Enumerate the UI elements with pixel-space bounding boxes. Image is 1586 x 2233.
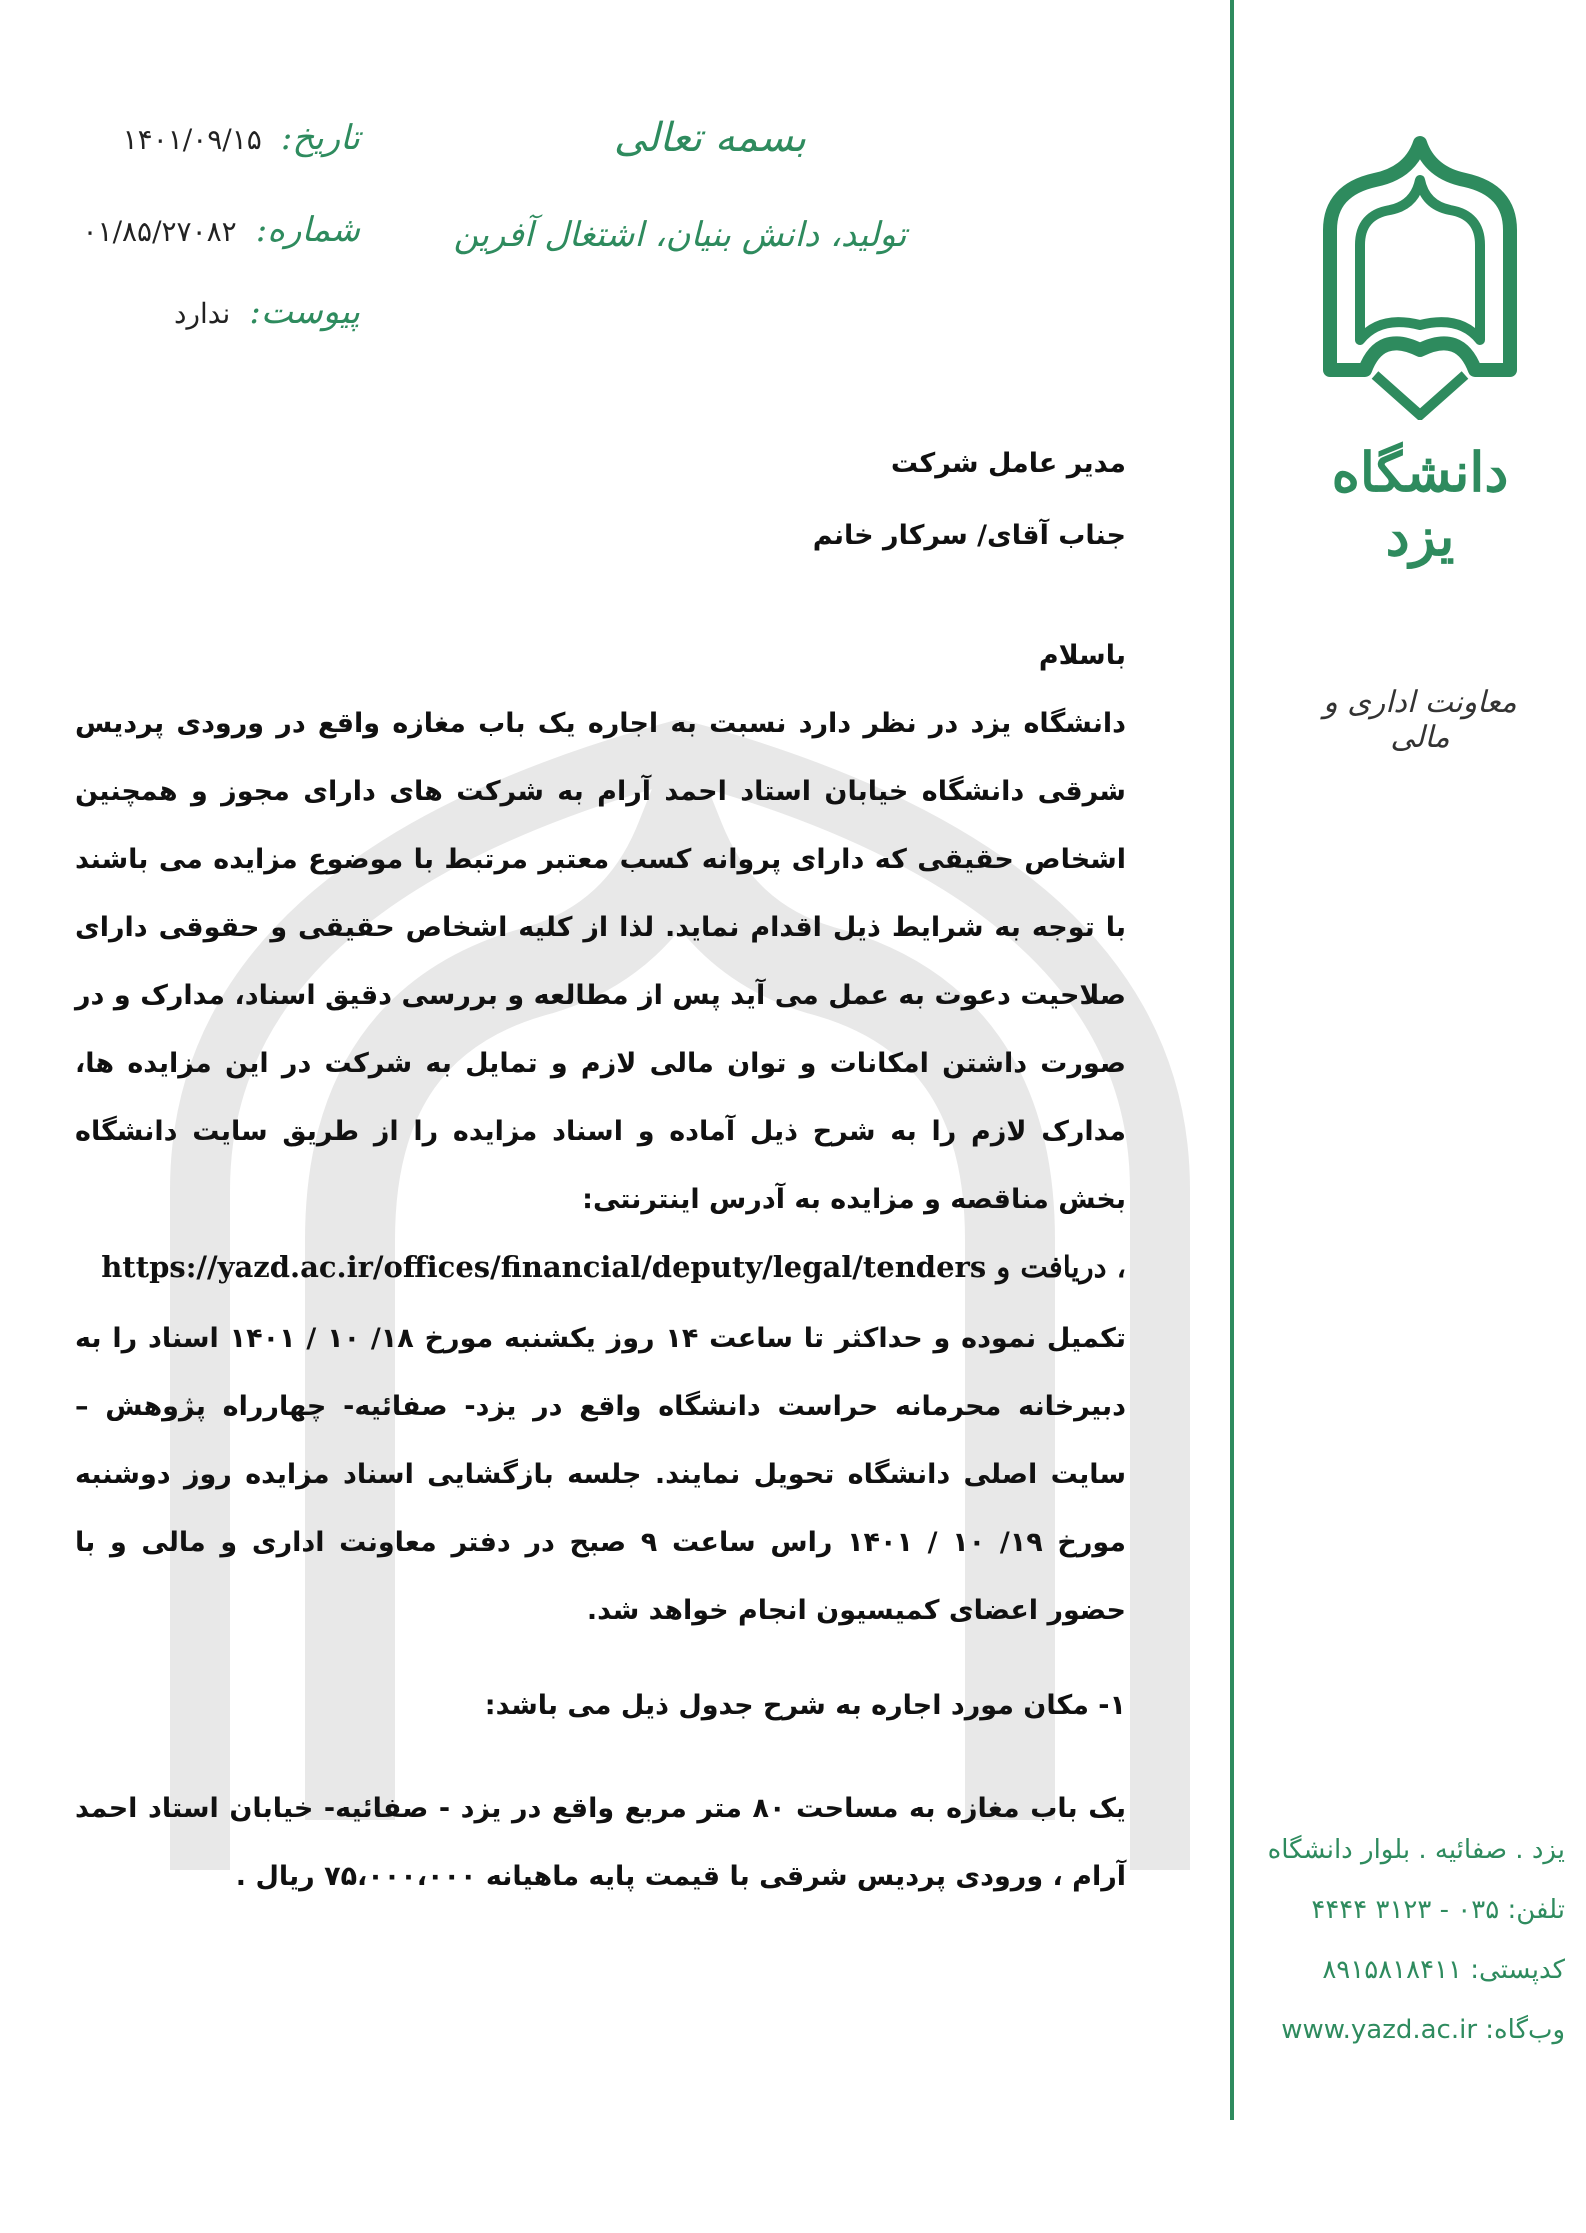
web-value[interactable]: www.yazd.ac.ir — [1281, 2015, 1478, 2045]
number-label: شماره: — [255, 210, 360, 250]
paragraph-1: دانشگاه یزد در نظر دارد نسبت به اجاره یک باب مغازه واقع در ورودی پردیس شرقی دانشگاه خیابان استاد احمد آرام به شرکت های دارای مجوز و همچنین اشخاص حقیقی که دارای پروانه کسب معتبر مرتبط با موضوع مزایده می باشند با توجه به شرایط ذیل اقدام نماید. لذا از کلیه اشخاص حقیقی و حقوقی دارای صلاحیت دعوت به عمل می آید پس از مطالعه و بررسی دقیق اسناد، مدارک و در صورت داشتن امکانات و توان مالی لازم و تمایل به شرکت در این مزایده ها، مدارک لازم را به شرح ذیل آماده و اسناد مزایده را از طریق سایت دانشگاه بخش مناقصه و مزایده به آدرس اینترنتی: — [75, 708, 1126, 1215]
contact-phone — [1245, 1895, 1565, 1925]
tenders-url[interactable]: https://yazd.ac.ir/offices/financial/deputy/legal/tenders — [101, 1250, 987, 1284]
number-row — [60, 210, 360, 250]
margin-rule — [1230, 0, 1234, 2120]
bismillah: بسمه تعالی — [613, 115, 807, 161]
attachment-value: ندارد — [174, 297, 231, 330]
date-row — [60, 118, 360, 158]
paragraph-2: تکمیل نموده و حداکثر تا ساعت ۱۴ روز یکشنبه مورخ ۱۸/ ۱۰ / ۱۴۰۱ اسناد را به دبیرخانه محرمانه حراست دانشگاه واقع در یزد- صفائیه- چهارراه پژوهش –سایت اصلی دانشگاه تحویل نمایند. جلسه بازگشایی اسناد مزایده روز دوشنبه مورخ ۱۹/ ۱۰ / ۱۴۰۱ راس ساعت ۹ صبح در دفتر معاونت اداری و مالی و با حضور اعضای کمیسیون انجام خواهد شد. — [75, 1323, 1127, 1626]
university-logo-icon — [1310, 135, 1530, 420]
attachment-label: پیوست: — [249, 292, 360, 332]
contact-web — [1245, 2015, 1565, 2045]
contact-postal — [1245, 1955, 1565, 1985]
department-name: معاونت اداری و مالی — [1323, 685, 1517, 755]
recipient-line-1: مدیر عامل شرکت — [890, 448, 1126, 479]
postal-label: کدپستی: — [1470, 1955, 1565, 1985]
university-name: دانشگاه یزد — [1331, 440, 1509, 568]
url-suffix: ، دریافت و — [996, 1250, 1126, 1284]
number-value: ۰۱/۸۵/۲۷۰۸۲ — [82, 215, 237, 248]
contact-address: یزد . صفائیه . بلوار دانشگاه — [1267, 1835, 1565, 1865]
phone-value: ۰۳۵ - ۳۱۲۳ ۴۴۴۴ — [1311, 1895, 1500, 1925]
web-label: وب‌گاه: — [1485, 2015, 1565, 2045]
date-label: تاریخ: — [280, 118, 360, 158]
greeting: باسلام — [1038, 640, 1126, 671]
recipient-line-2: جناب آقای/ سرکار خانم — [812, 520, 1126, 551]
postal-value: ۸۹۱۵۸۱۸۴۱۱ — [1322, 1955, 1462, 1985]
section-1-title: ۱- مکان مورد اجاره به شرح جدول ذیل می باشد: — [484, 1690, 1126, 1721]
date-value: ۱۴۰۱/۰۹/۱۵ — [122, 123, 262, 156]
attachment-row — [60, 292, 360, 332]
section-1-body: یک باب مغازه به مساحت ۸۰ متر مربع واقع در یزد - صفائیه- خیابان استاد احمد آرام ، ورودی پردیس شرقی با قیمت پایه ماهیانه ۷۵،۰۰۰،۰۰۰ ریال . — [75, 1793, 1126, 1892]
phone-label: تلفن: — [1507, 1895, 1565, 1925]
slogan: تولید، دانش بنیان، اشتغال آفرین — [453, 215, 907, 255]
tenders-url-line — [75, 1250, 1126, 1284]
